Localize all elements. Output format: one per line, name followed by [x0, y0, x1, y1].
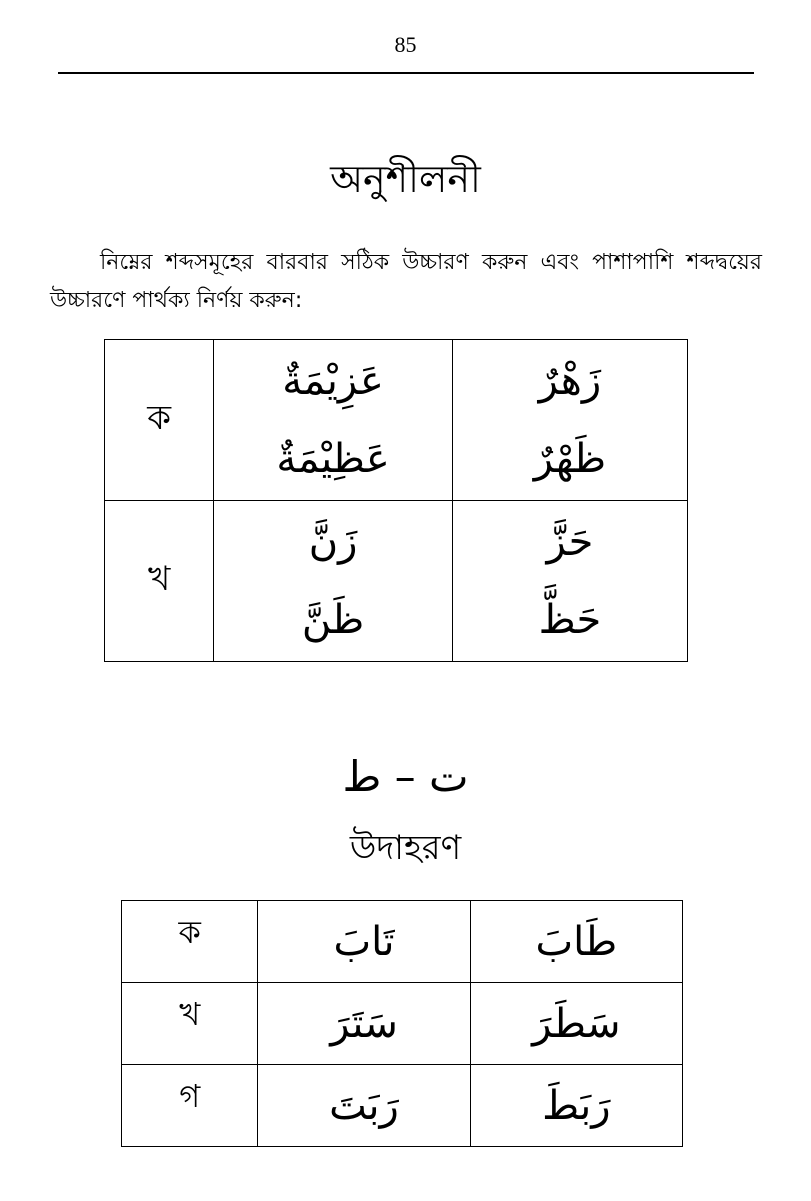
word-cell — [258, 1065, 470, 1147]
practice-table — [104, 339, 688, 662]
arabic-word: رَبَطَ — [542, 1082, 611, 1129]
row-label: খ — [122, 983, 258, 1065]
word-cell — [452, 501, 687, 662]
word-cell — [470, 1065, 682, 1147]
arabic-word: ظَنَّ — [301, 597, 365, 643]
instruction-text — [50, 244, 762, 320]
arabic-word: ظَهْرٌ — [533, 436, 607, 482]
arabic-word: زَهْرٌ — [538, 358, 602, 404]
arabic-word: تَابَ — [333, 918, 395, 965]
table-row — [122, 1065, 683, 1147]
arabic-word: سَطَرَ — [532, 1000, 621, 1047]
row-label: খ — [105, 501, 214, 662]
row-label: ক — [122, 901, 258, 983]
table-row — [122, 983, 683, 1065]
header-rule — [58, 72, 754, 74]
letters-heading: ت – ط — [342, 752, 469, 801]
page-number: 85 — [394, 32, 417, 57]
table-row — [105, 340, 688, 501]
instruction-body: নিম্নের শব্দসমূহের বারবার সঠিক উচ্চারণ করুন এবং পাশাপাশি শব্দদ্বয়ের উচ্চারণে পার্থক্য নির্ণয় করুন: — [50, 250, 762, 313]
row-label: ক — [105, 340, 214, 501]
row-label: গ — [122, 1065, 258, 1147]
word-cell — [214, 340, 453, 501]
word-cell — [470, 983, 682, 1065]
word-cell — [470, 901, 682, 983]
arabic-word: عَظِيْمَةٌ — [276, 436, 390, 482]
arabic-word: طَابَ — [535, 918, 618, 965]
word-cell — [258, 901, 470, 983]
arabic-word: رَبَتَ — [329, 1082, 399, 1129]
arabic-word: حَزَّ — [546, 519, 594, 565]
arabic-word: سَتَرَ — [330, 1000, 398, 1047]
word-cell — [258, 983, 470, 1065]
arabic-word: حَظَّ — [538, 597, 602, 643]
word-cell — [214, 501, 453, 662]
arabic-word: عَزِيْمَةٌ — [282, 358, 384, 404]
page-title: অনুশীলনী — [330, 157, 481, 201]
table-row — [105, 501, 688, 662]
table-row — [122, 901, 683, 983]
arabic-word: زَنَّ — [308, 519, 358, 565]
examples-heading: উদাহরণ — [349, 828, 462, 868]
examples-table — [121, 900, 683, 1147]
word-cell — [452, 340, 687, 501]
